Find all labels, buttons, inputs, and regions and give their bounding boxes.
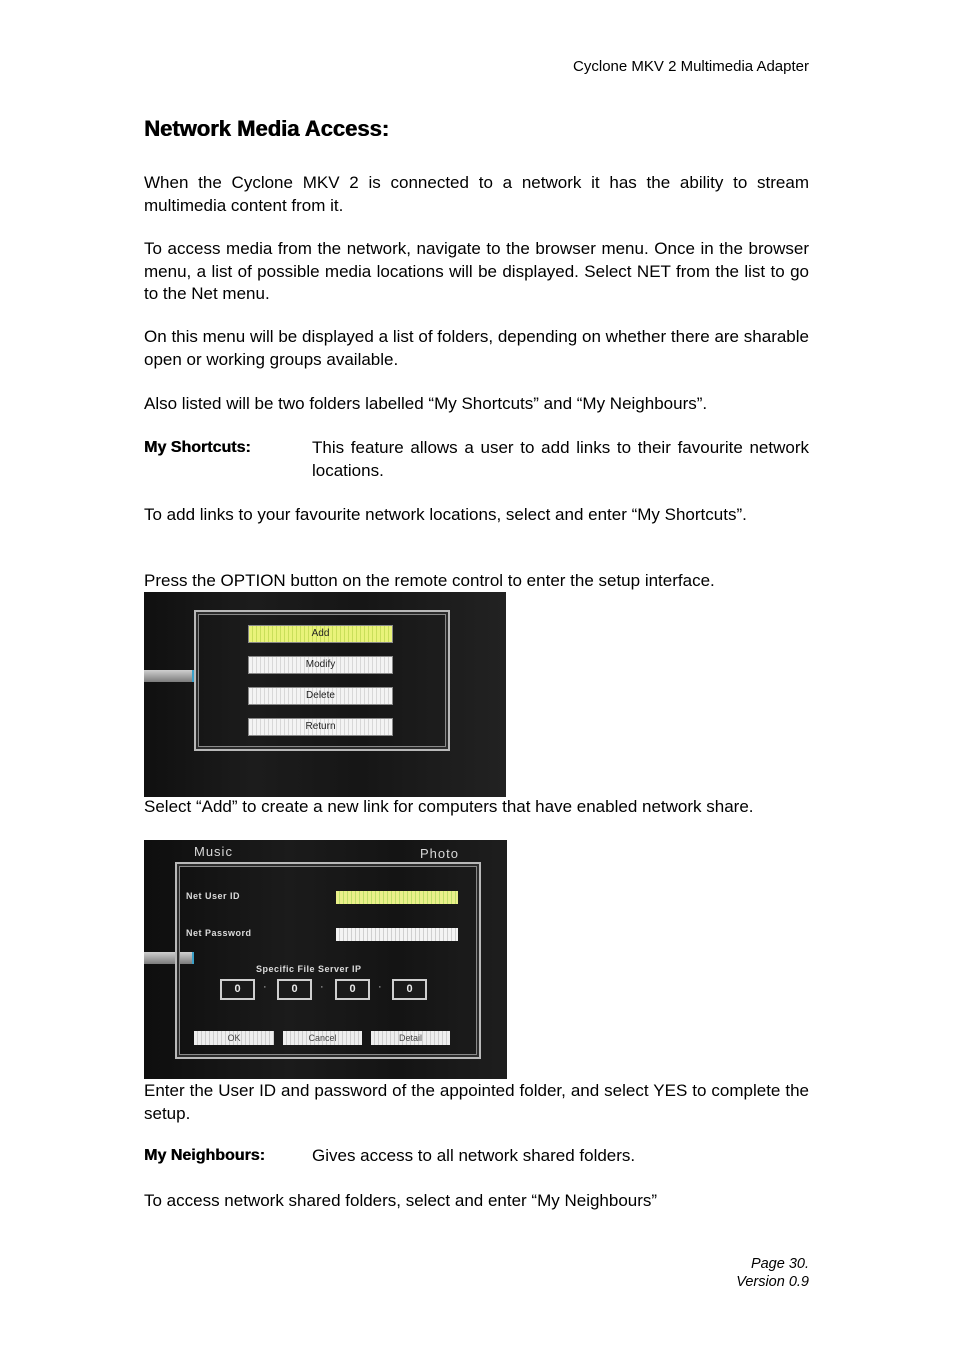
side-tab-decoration bbox=[144, 670, 194, 682]
paragraph-two-folders: Also listed will be two folders labelled “My Shortcuts” and “My Neighbours”. bbox=[144, 394, 708, 413]
ip-separator: · bbox=[263, 981, 267, 993]
net-user-id-field bbox=[336, 891, 458, 904]
term-my-shortcuts: My Shortcuts: bbox=[144, 439, 251, 456]
net-password-field bbox=[336, 928, 458, 941]
ip-octet-2: 0 bbox=[277, 979, 312, 1000]
menu-button-return: Return bbox=[248, 718, 393, 736]
paragraph-enter-credentials: Enter the User ID and password of the appointed folder, and select YES to complete the setup. bbox=[144, 1081, 809, 1123]
tab-music-label: Music bbox=[194, 844, 233, 859]
paragraph-option-button: Press the OPTION button on the remote control to enter the setup interface. bbox=[144, 571, 715, 590]
footer-page-number: Page 30. bbox=[750, 1256, 809, 1272]
paragraph-add-links: To add links to your favourite network locations, select and enter “My Shortcuts”. bbox=[144, 505, 747, 524]
section-title: Network Media Access: bbox=[144, 116, 389, 141]
ip-octet-4: 0 bbox=[392, 979, 427, 1000]
net-login-screenshot bbox=[144, 840, 507, 1079]
paragraph-select-add: Select “Add” to create a new link for computers that have enabled network share. bbox=[144, 797, 754, 816]
definition-my-shortcuts: This feature allows a user to add links to their favourite network locations. bbox=[312, 438, 809, 480]
paragraph-intro: When the Cyclone MKV 2 is connected to a network it has the ability to stream multimedia content from it. bbox=[144, 173, 809, 215]
paragraph-folders: On this menu will be displayed a list of folders, depending on whether there are sharable open or working groups available. bbox=[144, 327, 809, 369]
ip-separator: · bbox=[378, 981, 382, 993]
dialog-detail-button: Detail bbox=[371, 1031, 450, 1045]
ip-octet-1: 0 bbox=[220, 979, 255, 1000]
net-user-id-label: Net User ID bbox=[186, 891, 241, 901]
ip-separator: · bbox=[320, 981, 324, 993]
menu-button-add: Add bbox=[248, 625, 393, 643]
dialog-ok-button: OK bbox=[194, 1031, 274, 1045]
footer-version: Version 0.9 bbox=[736, 1274, 809, 1290]
option-menu-screenshot bbox=[144, 592, 506, 797]
running-header: Cyclone MKV 2 Multimedia Adapter bbox=[573, 58, 809, 75]
menu-button-modify: Modify bbox=[248, 656, 393, 674]
net-password-label: Net Password bbox=[186, 928, 252, 938]
definition-my-neighbours: Gives access to all network shared folders. bbox=[312, 1146, 636, 1165]
ip-octet-3: 0 bbox=[335, 979, 370, 1000]
tab-photo-label: Photo bbox=[420, 846, 459, 861]
term-my-neighbours: My Neighbours: bbox=[144, 1147, 265, 1164]
paragraph-access-neighbours: To access network shared folders, select and enter “My Neighbours” bbox=[144, 1191, 658, 1210]
paragraph-browser-menu: To access media from the network, navigate to the browser menu. Once in the browser menu, a list of possible media locations will be displayed. Select NET from the list to go to the Net menu. bbox=[144, 239, 809, 303]
server-ip-label: Specific File Server IP bbox=[256, 964, 362, 974]
menu-button-delete: Delete bbox=[248, 687, 393, 705]
dialog-cancel-button: Cancel bbox=[283, 1031, 362, 1045]
